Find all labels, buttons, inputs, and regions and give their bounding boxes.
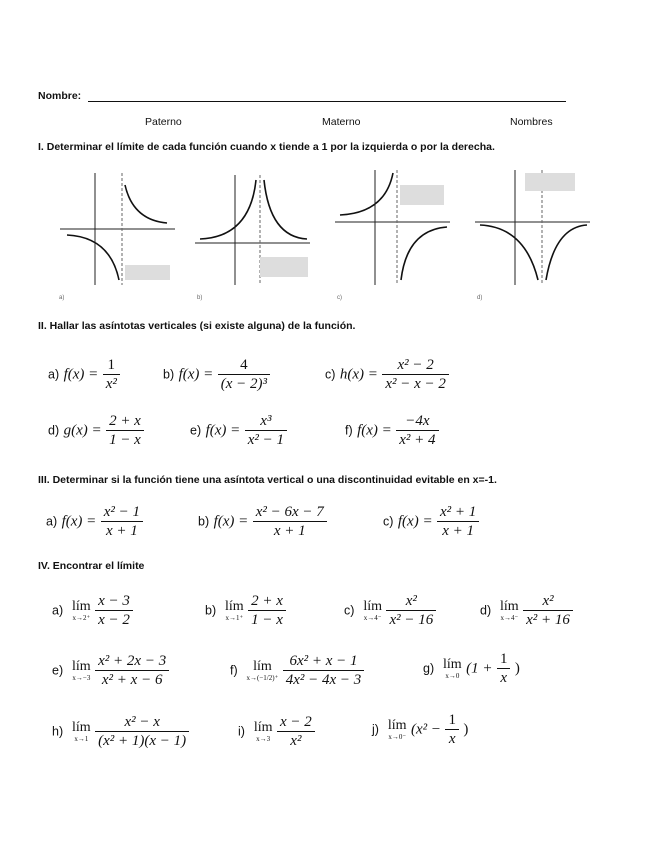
s4-item-c: c) lím x→4⁻ $\frac{\text{x²}}{\text{x² − 16}}$: [344, 592, 436, 629]
s2-item-f: f) f(x) = $\frac{-4x}{\text{x² + 4}}$: [345, 412, 439, 449]
s2-item-b: b) f(x) = $\frac{4}{\text{(x − 2)³}}$: [163, 356, 270, 393]
graph-b: [195, 175, 310, 301]
s3-item-a: a) f(x) = $\frac{\text{x² − 1}}{x + 1}$: [46, 503, 143, 540]
s3-item-c: c) f(x) = $\frac{\text{x² + 1}}{x + 1}$: [383, 503, 479, 540]
col-materno: Materno: [322, 116, 361, 128]
section2-title: II. Hallar las asíntotas verticales (si existe alguna) de la función.: [38, 320, 356, 332]
section3-title: III. Determinar si la función tiene una asíntota vertical o una discontinuidad evitable en x=-1.: [38, 474, 497, 486]
col-paterno: Paterno: [145, 116, 182, 128]
section4-title: IV. Encontrar el límite: [38, 560, 145, 572]
section1-title: I. Determinar el límite de cada función cuando x tiende a 1 por la izquierda o por la derecha.: [38, 141, 495, 153]
s2-item-a: a) f(x) = $\frac{1}{\text{x²}}$: [48, 356, 120, 393]
s4-item-b: b) lím x→1⁺ $\frac{2 + x}{1 - x}$: [205, 592, 286, 629]
s4-item-j: j) lím x→0⁻ (x² − $\frac{1}{x}$ ): [372, 712, 469, 747]
s2-item-d: d) g(x) = $\frac{2 + x}{1 - x}$: [48, 412, 144, 449]
s2-item-c: c) h(x) = $\frac{\text{x² − 2}}{\text{x² − x − 2}}$: [325, 356, 449, 393]
s4-item-h: h) lím x→1 $\frac{\text{x² − x}}{\text{(x² + 1)(x − 1)}}$: [52, 713, 189, 750]
s4-item-d: d) lím x→4⁻ $\frac{\text{x²}}{\text{x² + 16}}$: [480, 592, 573, 629]
graph-d-label: d): [477, 295, 483, 301]
s4-item-i: i) lím x→3 $\frac{x - 2}{\text{x²}}$: [238, 713, 315, 750]
s3-item-b: b) f(x) = $\frac{\text{x² − 6x − 7}}{x + 1}$: [198, 503, 327, 540]
graph-a: [59, 173, 175, 301]
graphs-panel: [55, 165, 615, 305]
s4-item-a: a) lím x→2⁺ $\frac{x - 3}{x - 2}$: [52, 592, 133, 629]
col-nombres: Nombres: [510, 116, 553, 128]
s4-item-e: e) lím x→−3 $\frac{\text{x² + 2x − 3}}{\text{x² + x − 6}}$: [52, 652, 169, 689]
graph-b-label: b): [197, 295, 203, 301]
graph-d: [475, 170, 590, 301]
name-label: Nombre:: [38, 90, 82, 102]
s4-item-g: g) lím x→0 (1 + $\frac{1}{x}$ ): [423, 651, 520, 686]
name-line[interactable]: [88, 101, 566, 102]
s4-item-f: f) lím x→(−1/2)⁺ $\frac{\text{6x² + x − 1}}{\text{4x² − 4x − 3}}$: [230, 652, 364, 689]
graph-a-label: a): [59, 295, 65, 301]
s2-item-e: e) f(x) = $\frac{\text{x³}}{\text{x² − 1}}$: [190, 412, 287, 449]
graph-c: [335, 170, 450, 301]
graph-c-label: c): [337, 295, 342, 301]
